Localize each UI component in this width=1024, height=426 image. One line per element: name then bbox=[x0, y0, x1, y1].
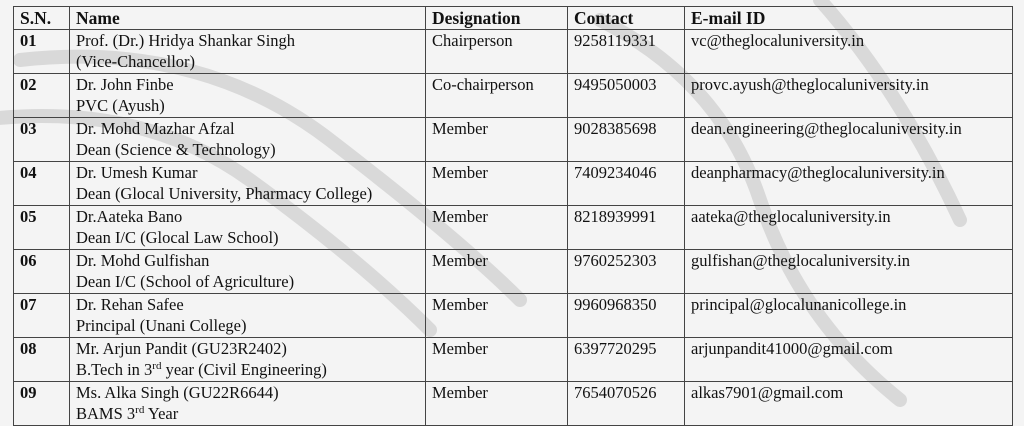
contact-number: 9960968350 bbox=[568, 294, 685, 338]
member-name-cell bbox=[70, 30, 426, 74]
contact-number: 6397720295 bbox=[568, 338, 685, 382]
designation: Member bbox=[426, 294, 568, 338]
serial-number: 02 bbox=[14, 74, 70, 118]
email-address: vc@theglocaluniversity.in bbox=[685, 30, 1013, 74]
contact-number: 7409234046 bbox=[568, 162, 685, 206]
designation: Member bbox=[426, 206, 568, 250]
member-role bbox=[76, 403, 419, 424]
email-address: alkas7901@gmail.com bbox=[685, 382, 1013, 426]
designation: Member bbox=[426, 382, 568, 426]
member-name: Mr. Arjun Pandit (GU23R2402) bbox=[76, 339, 287, 358]
header-sn: S.N. bbox=[14, 7, 70, 30]
member-name-cell bbox=[70, 162, 426, 206]
email-address: provc.ayush@theglocaluniversity.in bbox=[685, 74, 1013, 118]
email-address: gulfishan@theglocaluniversity.in bbox=[685, 250, 1013, 294]
member-role: Principal (Unani College) bbox=[76, 316, 247, 335]
designation: Member bbox=[426, 338, 568, 382]
serial-number: 03 bbox=[14, 118, 70, 162]
member-name-cell bbox=[70, 294, 426, 338]
designation: Chairperson bbox=[426, 30, 568, 74]
serial-number: 05 bbox=[14, 206, 70, 250]
member-name-cell bbox=[70, 118, 426, 162]
table-row bbox=[14, 118, 1013, 162]
designation: Member bbox=[426, 118, 568, 162]
designation: Member bbox=[426, 162, 568, 206]
table-row bbox=[14, 250, 1013, 294]
role-text-suffix: year (Civil Engineering) bbox=[161, 360, 327, 379]
member-role bbox=[76, 359, 419, 380]
member-role: Dean (Glocal University, Pharmacy College) bbox=[76, 184, 373, 203]
contact-number: 9028385698 bbox=[568, 118, 685, 162]
member-name: Dr. Rehan Safee bbox=[76, 295, 184, 314]
role-text: BAMS 3 bbox=[76, 404, 136, 423]
designation: Co-chairperson bbox=[426, 74, 568, 118]
table-row bbox=[14, 74, 1013, 118]
header-name: Name bbox=[70, 7, 426, 30]
member-name: Ms. Alka Singh (GU22R6644) bbox=[76, 383, 279, 402]
member-role: Dean I/C (School of Agriculture) bbox=[76, 272, 295, 291]
contact-number: 9495050003 bbox=[568, 74, 685, 118]
serial-number: 04 bbox=[14, 162, 70, 206]
member-name: Dr. Mohd Mazhar Afzal bbox=[76, 119, 235, 138]
serial-number: 08 bbox=[14, 338, 70, 382]
header-email: E-mail ID bbox=[685, 7, 1013, 30]
member-role: Dean I/C (Glocal Law School) bbox=[76, 228, 279, 247]
member-name-cell bbox=[70, 74, 426, 118]
serial-number: 07 bbox=[14, 294, 70, 338]
role-superscript: rd bbox=[152, 360, 162, 372]
email-address: principal@glocalunanicollege.in bbox=[685, 294, 1013, 338]
member-name-cell bbox=[70, 250, 426, 294]
role-text-suffix: Year bbox=[144, 404, 179, 423]
table-row bbox=[14, 162, 1013, 206]
table-row bbox=[14, 338, 1013, 382]
role-text: B.Tech in 3 bbox=[76, 360, 153, 379]
designation: Member bbox=[426, 250, 568, 294]
header-designation: Designation bbox=[426, 7, 568, 30]
table-row bbox=[14, 294, 1013, 338]
contact-number: 9258119331 bbox=[568, 30, 685, 74]
table-row bbox=[14, 30, 1013, 74]
serial-number: 01 bbox=[14, 30, 70, 74]
member-name: Dr.Aateka Bano bbox=[76, 207, 183, 226]
member-name: Prof. (Dr.) Hridya Shankar Singh bbox=[76, 31, 296, 50]
member-role: PVC (Ayush) bbox=[76, 96, 165, 115]
member-role: Dean (Science & Technology) bbox=[76, 140, 276, 159]
email-address: aateka@theglocaluniversity.in bbox=[685, 206, 1013, 250]
table-row bbox=[14, 382, 1013, 426]
member-name-cell bbox=[70, 206, 426, 250]
member-role: (Vice-Chancellor) bbox=[76, 52, 196, 71]
contact-number: 7654070526 bbox=[568, 382, 685, 426]
serial-number: 06 bbox=[14, 250, 70, 294]
member-name: Dr. John Finbe bbox=[76, 75, 174, 94]
member-name: Dr. Umesh Kumar bbox=[76, 163, 198, 182]
member-name: Dr. Mohd Gulfishan bbox=[76, 251, 210, 270]
email-address: deanpharmacy@theglocaluniversity.in bbox=[685, 162, 1013, 206]
table-header-row bbox=[14, 7, 1013, 30]
role-superscript: rd bbox=[135, 404, 145, 416]
email-address: dean.engineering@theglocaluniversity.in bbox=[685, 118, 1013, 162]
member-name-cell bbox=[70, 338, 426, 382]
member-name-cell bbox=[70, 382, 426, 426]
serial-number: 09 bbox=[14, 382, 70, 426]
email-address: arjunpandit41000@gmail.com bbox=[685, 338, 1013, 382]
contact-number: 9760252303 bbox=[568, 250, 685, 294]
contact-number: 8218939991 bbox=[568, 206, 685, 250]
committee-table bbox=[13, 6, 1013, 426]
table-row bbox=[14, 206, 1013, 250]
header-contact: Contact bbox=[568, 7, 685, 30]
